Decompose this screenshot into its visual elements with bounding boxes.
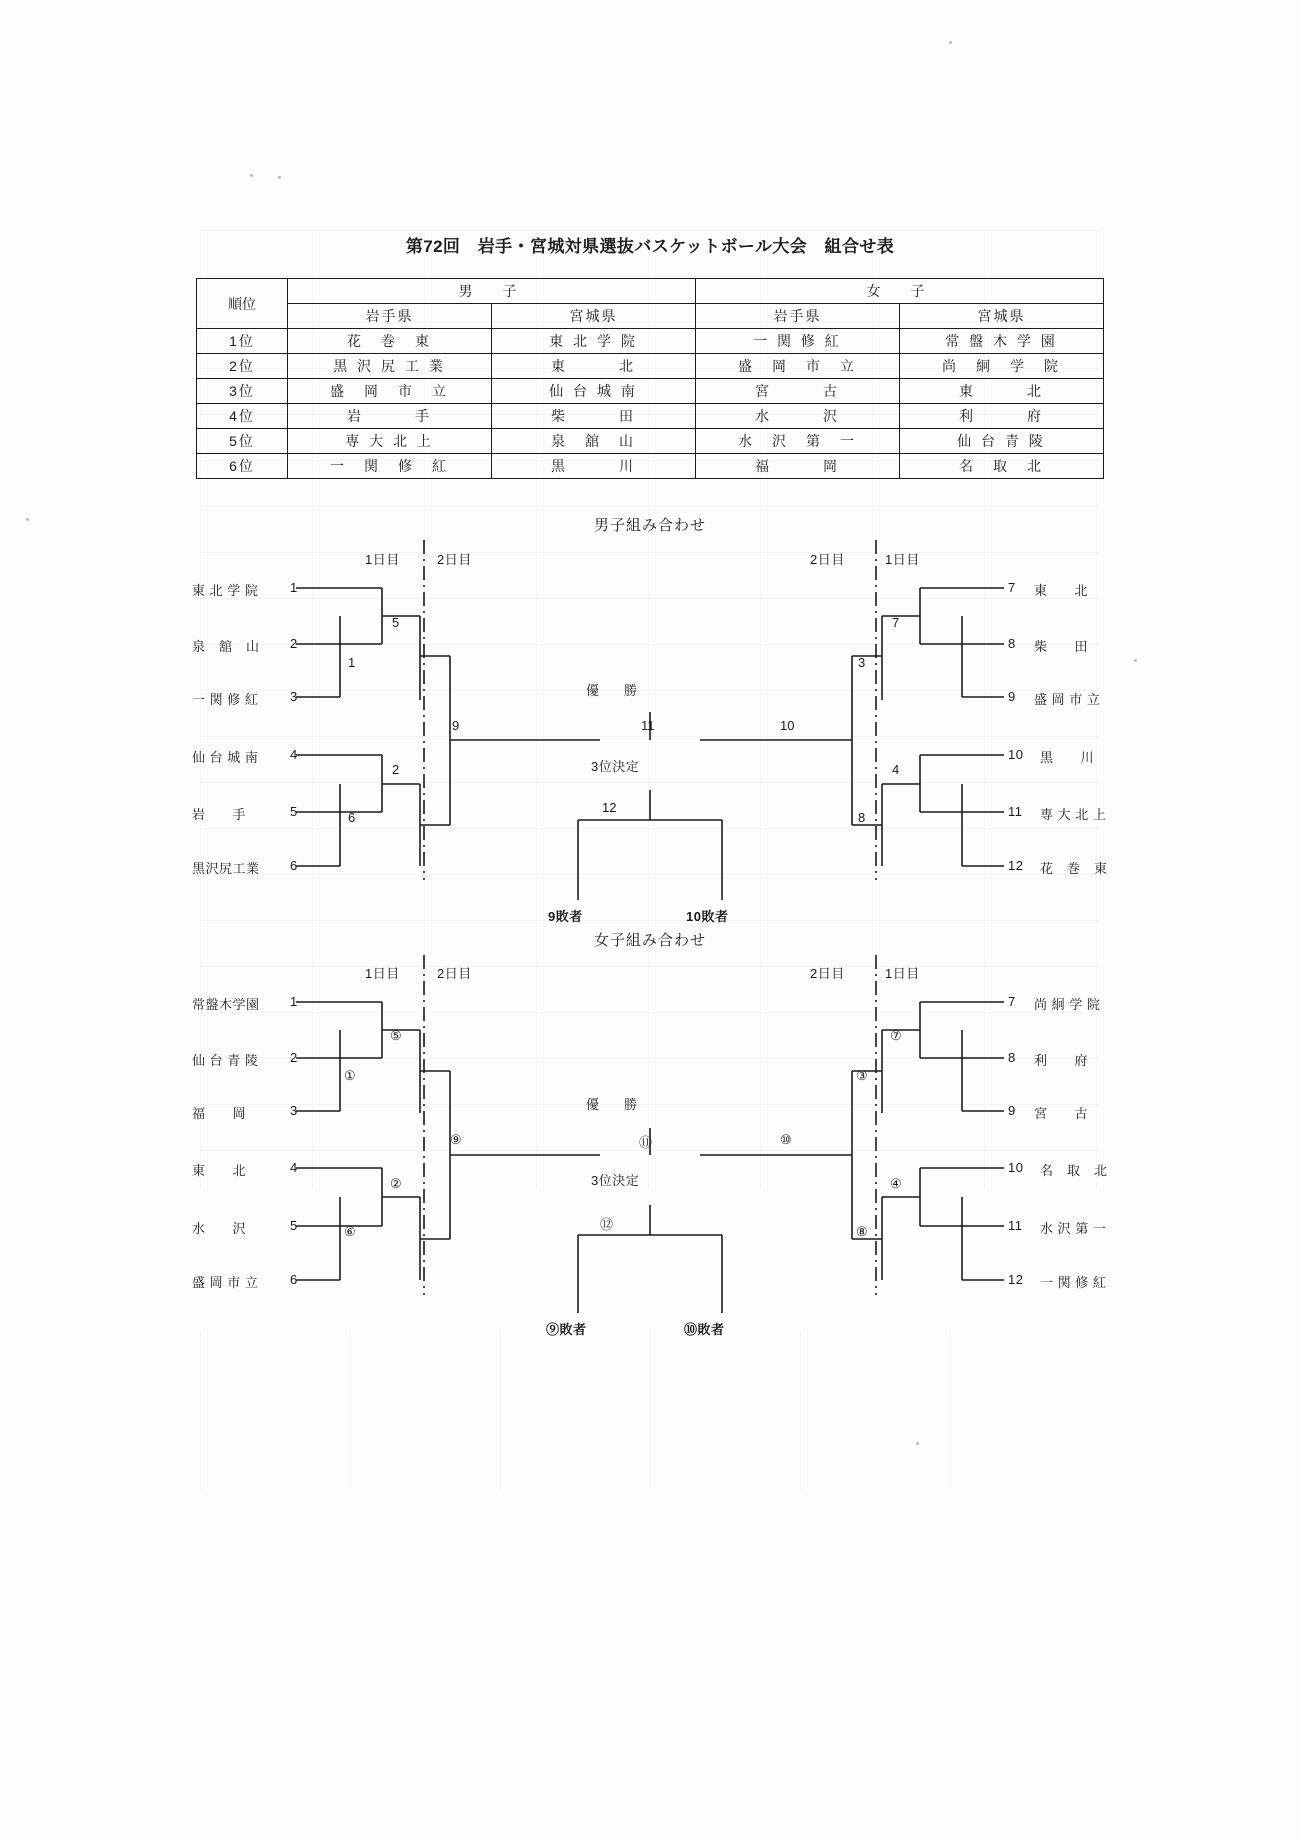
page-title: 第72回 岩手・宮城対県選抜バスケットボール大会 組合せ表 — [405, 237, 895, 256]
mens-match-11: 11 — [641, 718, 655, 733]
womens-right-team-9: 宮 古 — [1034, 1106, 1089, 1121]
team-cell: 水 沢 — [696, 404, 900, 429]
team-cell: 利 府 — [899, 404, 1103, 429]
womens-match-9: ⑨ — [450, 1132, 462, 1147]
mens-match-8: 8 — [858, 810, 866, 825]
mens-match-4: 4 — [892, 762, 900, 777]
womens-right-team-10: 名 取 北 — [1040, 1163, 1108, 1178]
mens-round-right-day2: 2日目 — [810, 552, 845, 567]
womens-match-2: ② — [390, 1176, 402, 1191]
scan-speck — [250, 174, 253, 177]
team-cell: 岩 手 — [288, 404, 492, 429]
mens-right-team-9: 盛 岡 市 立 — [1034, 692, 1101, 707]
mens-left-seed-4: 4 — [290, 747, 298, 762]
scan-speck — [949, 41, 952, 44]
womens-right-seed-8: 8 — [1008, 1050, 1016, 1065]
womens-section-title: 女子組み合わせ — [593, 932, 706, 949]
team-cell: 一 関 修 紅 — [288, 454, 492, 479]
rank-cell: 3位 — [197, 379, 288, 404]
womens-round-right-day2: 2日目 — [810, 966, 845, 981]
womens-left-team-4: 東 北 — [192, 1163, 247, 1178]
mens-right-team-11: 専 大 北 上 — [1040, 807, 1107, 822]
womens-match-3: ③ — [856, 1068, 868, 1083]
team-cell: 一 関 修 紅 — [696, 329, 900, 354]
mens-left-team-2: 泉 舘 山 — [192, 639, 260, 654]
team-cell: 仙 台 青 陵 — [899, 429, 1103, 454]
rank-cell: 2位 — [197, 354, 288, 379]
mens-match-6: 6 — [348, 810, 356, 825]
womens-right-team-7: 尚 絅 学 院 — [1034, 997, 1101, 1012]
mens-left-seed-1: 1 — [290, 580, 298, 595]
womens-right-team-12: 一 関 修 紅 — [1040, 1275, 1107, 1290]
womens-left-team-5: 水 沢 — [192, 1221, 247, 1236]
team-cell: 仙 台 城 南 — [492, 379, 696, 404]
womens-round-left-day1: 1日目 — [365, 966, 400, 981]
womens-left-team-3: 福 岡 — [192, 1106, 247, 1121]
womens-third-entrant-b: ⑩敗者 — [684, 1322, 725, 1337]
mens-match-1: 1 — [348, 655, 356, 670]
mens-section-title: 男子組み合わせ — [593, 517, 706, 534]
team-cell: 名 取 北 — [899, 454, 1103, 479]
mens-right-seed-11: 11 — [1008, 804, 1023, 819]
womens-match-11: ⑪ — [639, 1135, 653, 1150]
header-pref-0: 岩手県 — [288, 304, 492, 329]
womens-match-6: ⑥ — [344, 1224, 356, 1239]
womens-left-team-2: 仙 台 青 陵 — [192, 1053, 259, 1068]
mens-right-seed-12: 12 — [1008, 858, 1024, 873]
mens-third-place-label: 3位決定 — [591, 759, 640, 774]
womens-round-right-day1: 1日目 — [885, 966, 920, 981]
rank-cell: 5位 — [197, 429, 288, 454]
team-cell: 東 北 学 院 — [492, 329, 696, 354]
womens-right-team-8: 利 府 — [1034, 1053, 1089, 1068]
mens-left-seed-2: 2 — [290, 636, 298, 651]
womens-left-team-6: 盛 岡 市 立 — [192, 1275, 259, 1290]
womens-match-12: ⑫ — [600, 1217, 614, 1232]
mens-round-left-day1: 1日目 — [365, 552, 400, 567]
team-cell: 福 岡 — [696, 454, 900, 479]
team-cell: 盛 岡 市 立 — [696, 354, 900, 379]
scan-speck — [916, 1442, 919, 1445]
womens-right-seed-12: 12 — [1008, 1272, 1024, 1287]
mens-left-team-6: 黒沢尻工業 — [192, 861, 260, 876]
team-cell: 水 沢 第 一 — [696, 429, 900, 454]
table-row — [197, 379, 1104, 404]
mens-right-seed-9: 9 — [1008, 689, 1016, 704]
team-cell: 泉 舘 山 — [492, 429, 696, 454]
table-header-row-pref — [197, 304, 1104, 329]
rank-cell: 1位 — [197, 329, 288, 354]
mens-left-team-3: 一 関 修 紅 — [192, 692, 259, 707]
womens-match-10: ⑩ — [780, 1132, 792, 1147]
team-cell: 黒 沢 尻 工 業 — [288, 354, 492, 379]
team-cell: 東 北 — [492, 354, 696, 379]
mens-right-team-12: 花 巻 東 — [1040, 861, 1108, 876]
womens-right-team-11: 水 沢 第 一 — [1040, 1221, 1107, 1236]
header-rank: 順位 — [197, 279, 288, 329]
mens-right-seed-7: 7 — [1008, 580, 1016, 595]
team-cell: 盛 岡 市 立 — [288, 379, 492, 404]
team-cell: 宮 古 — [696, 379, 900, 404]
mens-right-seed-8: 8 — [1008, 636, 1016, 651]
team-cell: 黒 川 — [492, 454, 696, 479]
mens-left-team-4: 仙 台 城 南 — [192, 750, 259, 765]
team-cell: 専 大 北 上 — [288, 429, 492, 454]
womens-right-seed-9: 9 — [1008, 1103, 1016, 1118]
womens-right-seed-7: 7 — [1008, 994, 1016, 1009]
mens-left-team-1: 東 北 学 院 — [192, 583, 259, 598]
header-womens: 女 子 — [696, 279, 1104, 304]
womens-left-seed-3: 3 — [290, 1103, 298, 1118]
womens-third-place-label: 3位決定 — [591, 1173, 640, 1188]
womens-match-7: ⑦ — [890, 1028, 902, 1043]
mens-round-left-day2: 2日目 — [437, 552, 472, 567]
team-cell: 常 盤 木 学 園 — [899, 329, 1103, 354]
womens-left-seed-1: 1 — [290, 994, 298, 1009]
womens-third-entrant-a: ⑨敗者 — [546, 1322, 587, 1337]
mens-match-2: 2 — [392, 762, 400, 777]
mens-third-entrant-b: 10敗者 — [686, 909, 729, 924]
mens-final-label: 優 勝 — [586, 683, 644, 698]
womens-left-seed-2: 2 — [290, 1050, 298, 1065]
team-cell: 東 北 — [899, 379, 1103, 404]
mens-match-3: 3 — [858, 655, 866, 670]
mens-match-7: 7 — [892, 615, 900, 630]
mens-left-seed-6: 6 — [290, 858, 298, 873]
womens-match-4: ④ — [890, 1176, 902, 1191]
mens-match-9: 9 — [452, 718, 460, 733]
mens-right-seed-10: 10 — [1008, 747, 1024, 762]
mens-left-seed-3: 3 — [290, 689, 298, 704]
table-header-row-gender — [197, 279, 1104, 304]
rank-cell: 4位 — [197, 404, 288, 429]
womens-match-8: ⑧ — [856, 1224, 868, 1239]
mens-right-team-8: 柴 田 — [1034, 639, 1089, 654]
background-bleed-lower — [200, 1330, 960, 1490]
mens-match-12: 12 — [602, 800, 617, 815]
womens-left-team-1: 常盤木学園 — [192, 997, 260, 1012]
team-cell: 尚 絅 学 院 — [899, 354, 1103, 379]
header-pref-2: 岩手県 — [696, 304, 900, 329]
womens-round-left-day2: 2日目 — [437, 966, 472, 981]
womens-right-seed-10: 10 — [1008, 1160, 1024, 1175]
womens-left-seed-4: 4 — [290, 1160, 298, 1175]
rank-cell: 6位 — [197, 454, 288, 479]
header-pref-3: 宮城県 — [899, 304, 1103, 329]
table-row — [197, 354, 1104, 379]
scan-speck — [1134, 659, 1137, 662]
team-cell: 花 巻 東 — [288, 329, 492, 354]
womens-left-seed-6: 6 — [290, 1272, 298, 1287]
mens-round-right-day1: 1日目 — [885, 552, 920, 567]
mens-match-10: 10 — [780, 718, 795, 733]
mens-left-team-5: 岩 手 — [192, 807, 247, 822]
header-pref-1: 宮城県 — [492, 304, 696, 329]
table-row — [197, 454, 1104, 479]
table-row — [197, 329, 1104, 354]
mens-third-entrant-a: 9敗者 — [548, 909, 583, 924]
womens-right-seed-11: 11 — [1008, 1218, 1023, 1233]
table-row — [197, 404, 1104, 429]
table-row — [197, 429, 1104, 454]
mens-match-5: 5 — [392, 615, 400, 630]
mens-right-team-7: 東 北 — [1034, 583, 1089, 598]
team-cell: 柴 田 — [492, 404, 696, 429]
womens-left-seed-5: 5 — [290, 1218, 298, 1233]
mens-left-seed-5: 5 — [290, 804, 298, 819]
scan-speck — [278, 176, 281, 179]
womens-match-5: ⑤ — [390, 1028, 402, 1043]
header-mens: 男 子 — [288, 279, 696, 304]
mens-right-team-10: 黒 川 — [1040, 750, 1095, 765]
womens-match-1: ① — [344, 1068, 356, 1083]
womens-final-label: 優 勝 — [586, 1097, 644, 1112]
ranking-table — [196, 278, 1104, 479]
